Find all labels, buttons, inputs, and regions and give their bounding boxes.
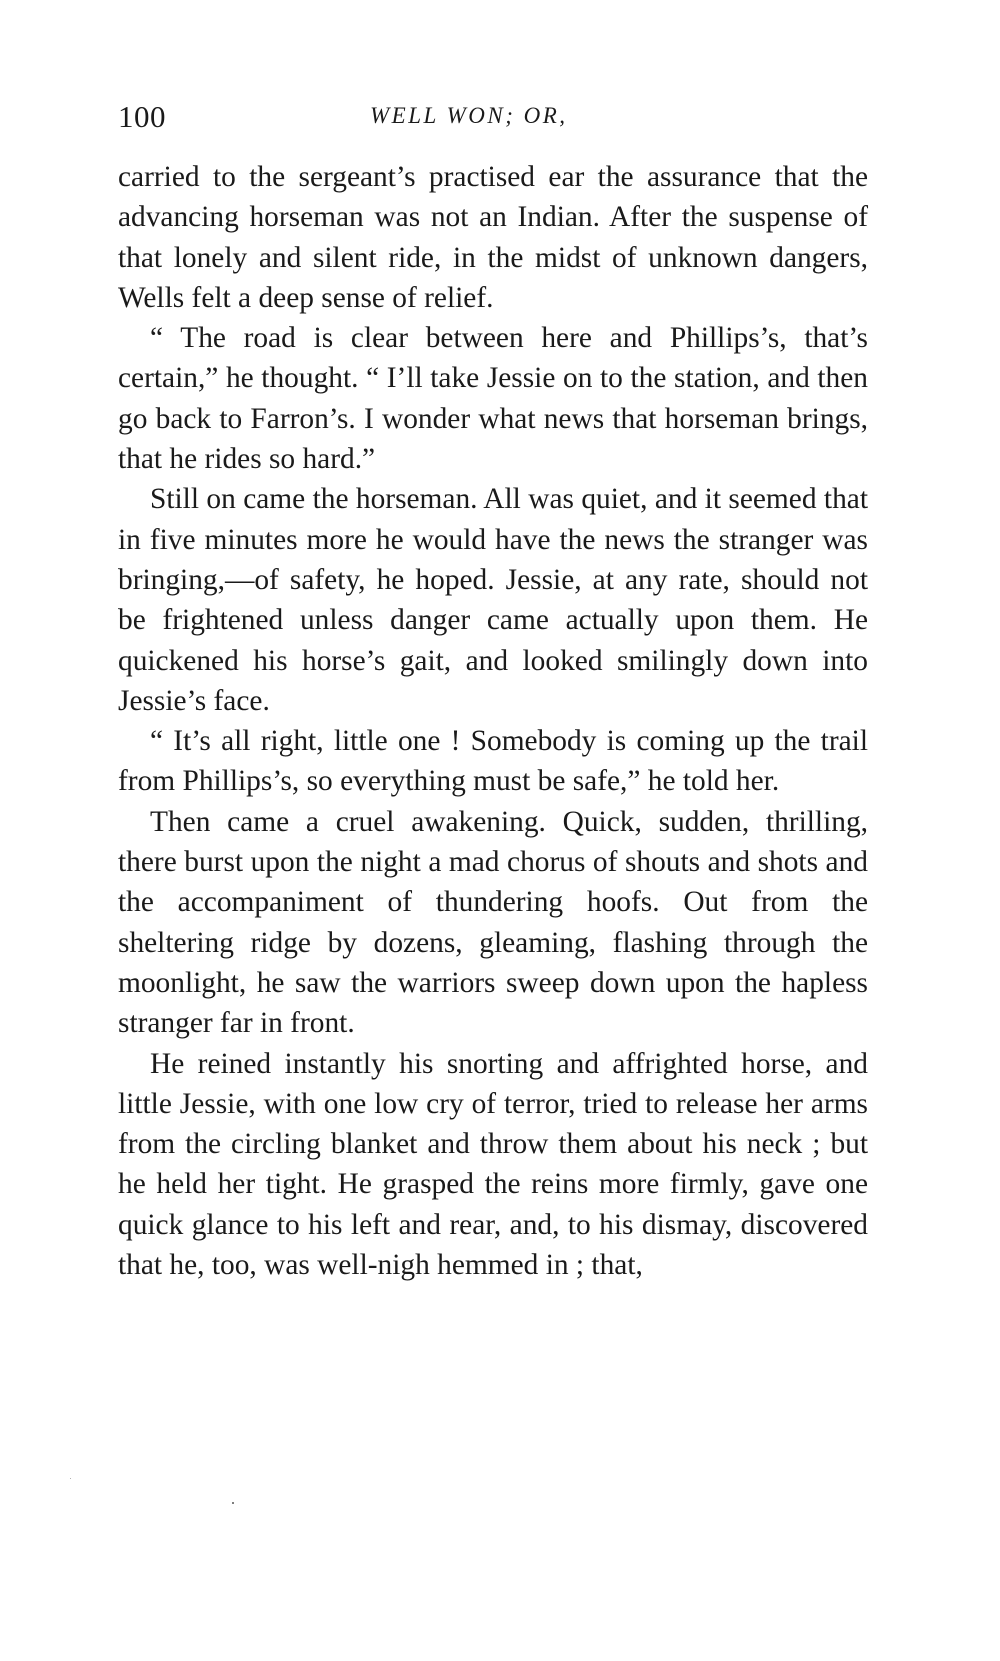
paragraph-4: “ It’s all right, little one ! Somebody is coming up the trail from Phillips’s, so everything must be safe,” he told her. (118, 725, 868, 798)
paragraph-1: carried to the sergeant’s practised ear the assurance that the advancing horseman was not an Indian. After the suspense of that lonely and silent ride, in the midst of unknown dangers, Wells felt a deep sense of relief. (118, 161, 868, 314)
paragraph-3: Still on came the horseman. All was quiet, and it seemed that in five minutes more he would have the news the stranger was bringing,—of safety, he hoped. Jessie, at any rate, should not be frightened unless danger came actually upon them. He quickened his horse’s gait, and looked smilingly down into Jessie’s face. (118, 483, 868, 717)
book-page (118, 95, 868, 1285)
paragraph-6: He reined instantly his snorting and affrighted horse, and little Jessie, with one low cry of terror, tried to release her arms from the circling blanket and throw them about his neck ; but he held her tight. He grasped the reins more firmly, gave one quick glance to his left and rear, and, to his dismay, discovered that he, too, was well-nigh hemmed in ; that, (118, 1047, 868, 1282)
paper-speck (70, 1478, 71, 1479)
body-text (118, 157, 868, 1285)
paragraph-2: “ The road is clear between here and Phillips’s, that’s certain,” he thought. “ I’ll take Jessie on to the station, and then go back to Farron’s. I wonder what news that horseman brings, that he rides so hard.” (118, 322, 868, 476)
paragraph-5: Then came a cruel awakening. Quick, sudden, thrilling, there burst upon the night a mad chorus of shouts and shots and the accompaniment of thundering hoofs. Out from the sheltering ridge by dozens, gleaming, flashing through the moonlight, he saw the warriors sweep down upon the hapless stranger far in front. (118, 805, 868, 1040)
page-header (118, 95, 868, 141)
running-title: WELL WON; OR, (370, 103, 568, 128)
paper-speck (232, 1502, 234, 1504)
page-number: 100 (118, 99, 166, 134)
